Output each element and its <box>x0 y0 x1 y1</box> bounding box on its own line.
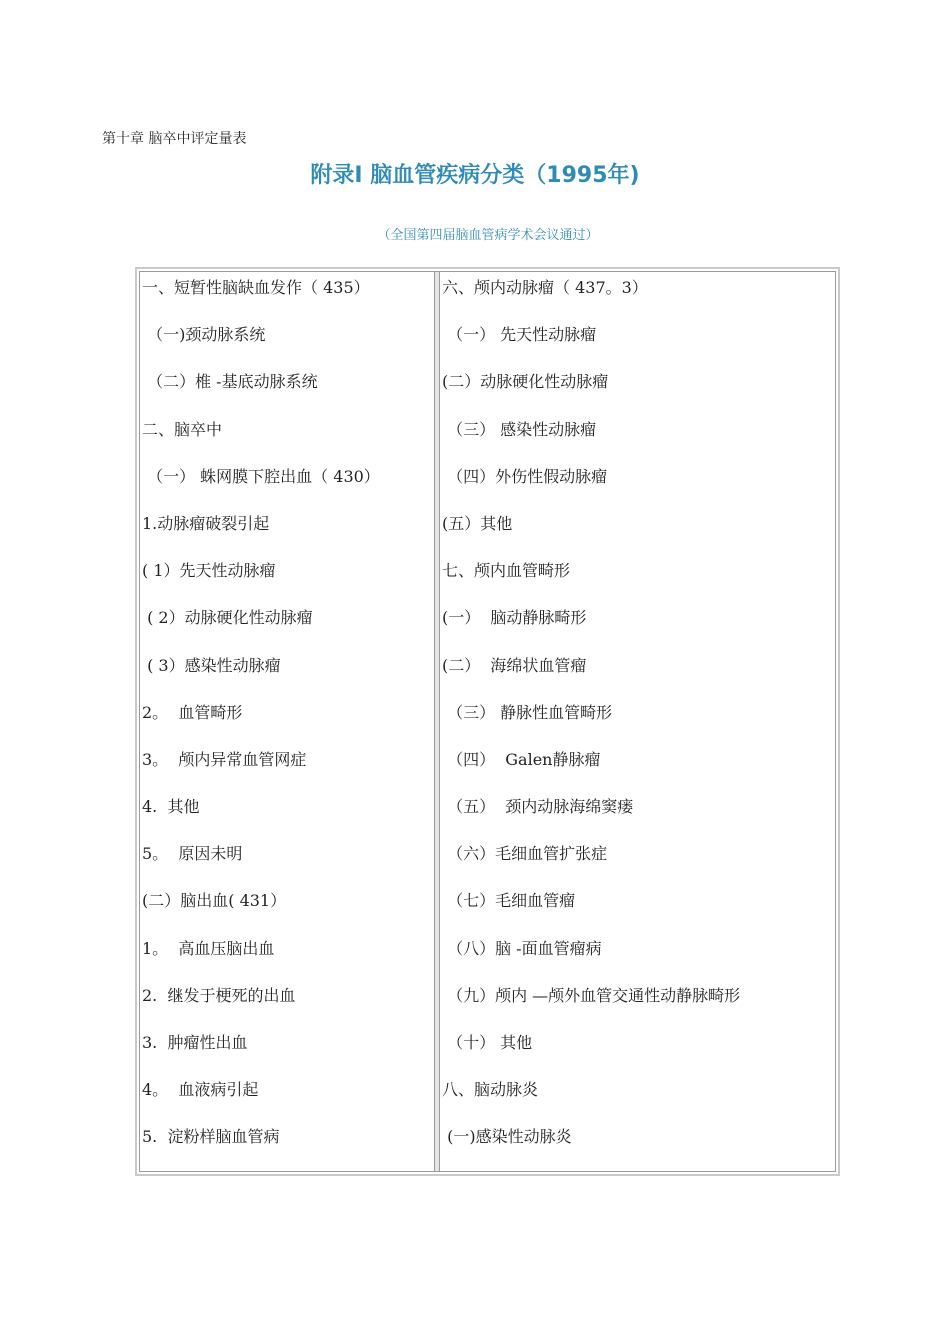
left-column-entry: (二）脑出血( 431） <box>142 891 287 911</box>
classification-table <box>135 267 840 1176</box>
right-column-entry: （七）毛细血管瘤 <box>442 891 576 911</box>
right-column-entry: （四）外伤性假动脉瘤 <box>442 466 608 486</box>
left-column-entry: ( 3）感染性动脉瘤 <box>142 655 281 675</box>
left-column-entry: 一、短暂性脑缺血发作（ 435） <box>142 278 370 297</box>
classification-table-body <box>139 271 836 1172</box>
left-column-entry: 1。 高血压脑出血 <box>142 938 275 958</box>
right-column-entry: （三） 感染性动脉瘤 <box>442 419 597 439</box>
right-column-entry: (二） 海绵状血管瘤 <box>442 655 587 675</box>
left-column-entry: （一)颈动脉系统 <box>142 325 266 345</box>
left-column-entry: 3。 颅内异常血管网症 <box>142 749 307 769</box>
left-column <box>142 272 432 1169</box>
right-column-entry: （三） 静脉性血管畸形 <box>442 702 613 722</box>
right-column <box>442 272 840 1169</box>
right-column-entry: （十） 其他 <box>442 1033 533 1052</box>
left-column-entry: 2。 血管畸形 <box>142 702 243 722</box>
right-column-entry: (五）其他 <box>442 513 513 533</box>
document-subtitle: （全国第四届脑血管病学术会议通过） <box>377 228 599 243</box>
right-column-entry: 八、脑动脉炎 <box>442 1080 539 1100</box>
left-column-entry: 2. 继发于梗死的出血 <box>142 985 296 1005</box>
left-column-entry: ( 2）动脉硬化性动脉瘤 <box>142 608 313 628</box>
left-column-entry: 3. 肿瘤性出血 <box>142 1033 248 1052</box>
left-column-entry: 5. 淀粉样脑血管病 <box>142 1127 280 1147</box>
right-column-entry: (二）动脉硬化性动脉瘤 <box>442 372 609 392</box>
right-column-entry: （八）脑 -面血管瘤病 <box>442 938 602 958</box>
right-column-entry: （四） Galen静脉瘤 <box>442 749 601 769</box>
document-title: 附录Ⅰ 脑血管疾病分类（1995年) <box>310 163 640 188</box>
right-column-entry: （六）毛细血管扩张症 <box>442 844 608 864</box>
right-column-entry: (一)感染性动脉炎 <box>442 1127 572 1147</box>
right-column-entry: （一） 先天性动脉瘤 <box>442 325 597 345</box>
column-divider <box>434 272 440 1171</box>
left-column-entry: 4。 血液病引起 <box>142 1080 259 1100</box>
right-column-entry: 七、颅内血管畸形 <box>442 561 571 581</box>
left-column-entry: ( 1）先天性动脉瘤 <box>142 561 276 581</box>
right-column-entry: （五） 颈内动脉海绵窦瘘 <box>442 797 634 817</box>
left-column-entry: （二）椎 -基底动脉系统 <box>142 372 318 392</box>
left-column-entry: 二、脑卒中 <box>142 419 223 439</box>
left-column-entry: （一） 蛛网膜下腔出血（ 430） <box>142 466 380 486</box>
right-column-entry: (一） 脑动静脉畸形 <box>442 608 587 628</box>
left-column-entry: 5。 原因未明 <box>142 844 243 864</box>
left-column-entry: 1.动脉瘤破裂引起 <box>142 513 270 533</box>
chapter-header: 第十章 脑卒中评定量表 <box>102 131 247 147</box>
right-column-entry: （九）颅内 —颅外血管交通性动静脉畸形 <box>442 985 741 1005</box>
right-column-entry: 六、颅内动脉瘤（ 437。3） <box>442 278 648 297</box>
left-column-entry: 4. 其他 <box>142 797 200 817</box>
